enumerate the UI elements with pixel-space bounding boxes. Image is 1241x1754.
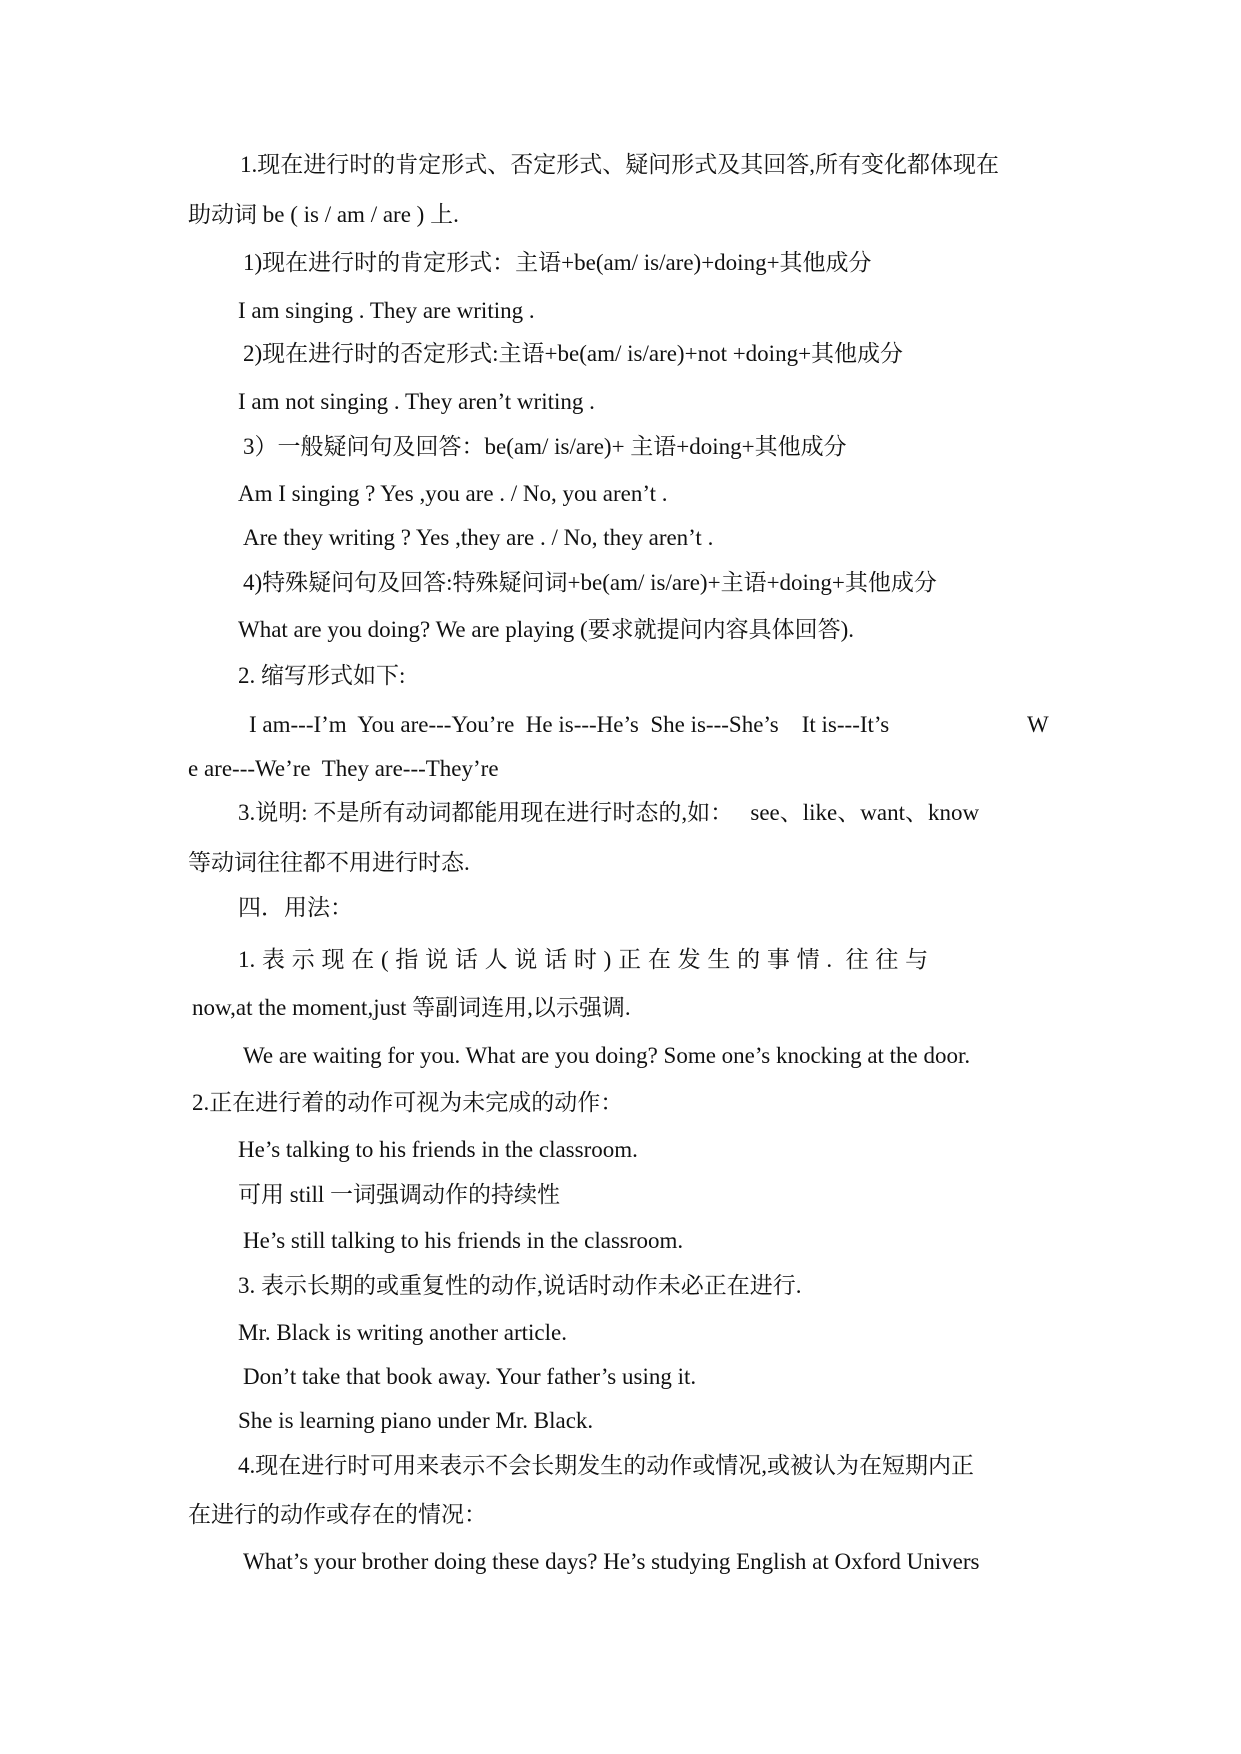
text-line: 2.正在进行着的动作可视为未完成的动作： (192, 1090, 624, 1115)
text-line: 可用 still 一词强调动作的持续性 (238, 1182, 561, 1207)
text-line: What’s your brother doing these days? He’s studying English at Oxford Univers (243, 1549, 980, 1574)
text-line: now,at the moment,just 等副词连用,以示强调. (192, 995, 631, 1020)
text-line: e are---We’re They are---They’re (188, 756, 499, 781)
text-line: 2)现在进行时的否定形式:主语+be(am/ is/are)+not +doing+其他成分 (243, 341, 904, 366)
text-line: Mr. Black is writing another article. (238, 1320, 567, 1345)
text-line: 1.现在进行时的肯定形式、否定形式、疑问形式及其回答,所有变化都体现在 (240, 152, 999, 177)
text-line: He’s still talking to his friends in the classroom. (243, 1228, 684, 1253)
text-line: Are they writing ? Yes ,they are . / No, they aren’t . (243, 525, 714, 550)
text-line: I am not singing . They aren’t writing . (238, 389, 595, 414)
text-line: 3）一般疑问句及回答：be(am/ is/are)+ 主语+doing+其他成分 (243, 434, 847, 459)
text-line: 4)特殊疑问句及回答:特殊疑问词+be(am/ is/are)+主语+doing+其他成分 (243, 570, 937, 595)
text-line: 2. 缩写形式如下: (238, 663, 406, 688)
text-line: 1)现在进行时的肯定形式：主语+be(am/ is/are)+doing+其他成分 (243, 250, 872, 275)
text-line: Am I singing ? Yes ,you are . / No, you aren’t . (238, 481, 668, 506)
text-line (238, 945, 1054, 975)
text-line: 3. 表示长期的或重复性的动作,说话时动作未必正在进行. (238, 1273, 802, 1298)
text-line: She is learning piano under Mr. Black. (238, 1408, 594, 1433)
text-line: He’s talking to his friends in the classroom. (238, 1137, 638, 1162)
text-line: 等动词往往都不用进行时态. (188, 850, 470, 875)
text-line: 4.现在进行时可用来表示不会长期发生的动作或情况,或被认为在短期内正 (238, 1453, 974, 1478)
text-line: 助动词 be ( is / am / are ) 上. (188, 202, 459, 227)
text-line: We are waiting for you. What are you doing? Some one’s knocking at the door. (243, 1043, 971, 1068)
text-line: What are you doing? We are playing (要求就提问内容具体回答). (238, 617, 855, 642)
text-line: I am---I’m You are---You’re He is---He’s She is---She’s It is---It’s (249, 712, 890, 737)
text-line: 3.说明: 不是所有动词都能用现在进行时态的,如： see、like、want、know (238, 800, 980, 825)
section-heading: 四．用法： (238, 895, 353, 920)
text-line: 在进行的动作或存在的情况： (188, 1502, 487, 1527)
text-line: I am singing . They are writing . (238, 298, 535, 323)
text-line: Don’t take that book away. Your father’s using it. (243, 1364, 697, 1389)
text-line-content: 1. 表 示 现 在 ( 指 说 话 人 说 话 时 ) 正 在 发 生 的 事 情 . 往 往 与 (238, 947, 929, 972)
text-line: W (1027, 712, 1049, 737)
